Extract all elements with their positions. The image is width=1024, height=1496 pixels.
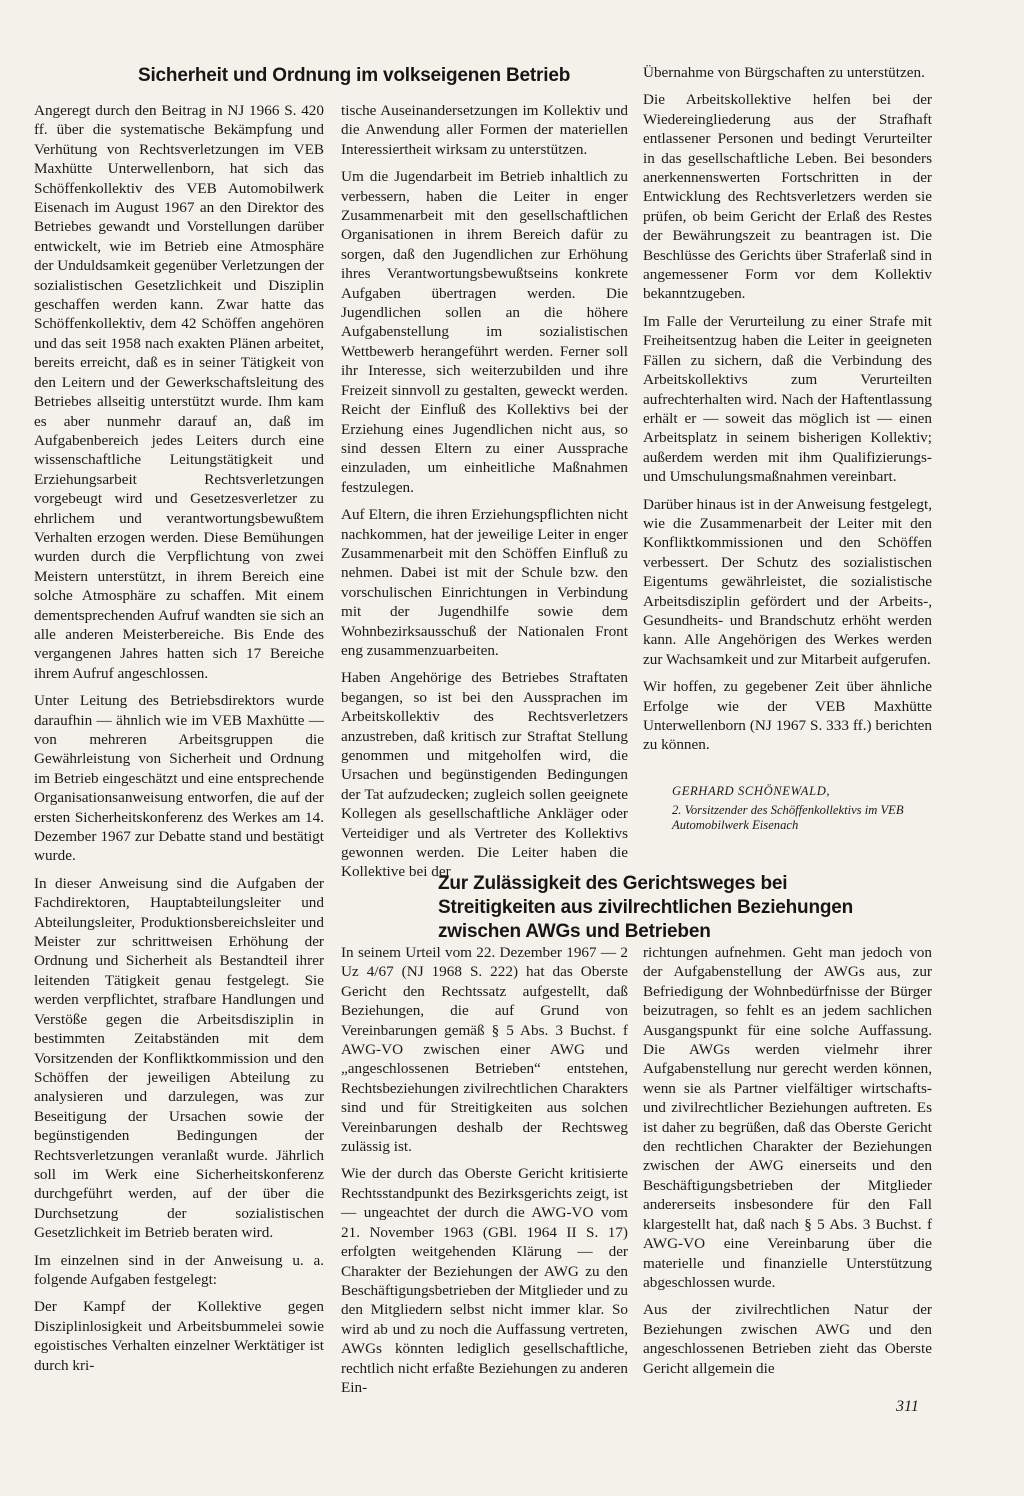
title-line: zwischen AWGs und Betrieben — [438, 921, 711, 942]
paragraph: Unter Leitung des Betriebsdirektors wurde daraufhin — ähnlich wie im VEB Maxhütte — von mehreren Arbeitsgruppen die Gewährleistung von Sicherheit und Ordnung im Betrieb eingeschätzt und eine entsprechende Organisationsanweisung entworfen, die auf der ersten Sicherheitskonferenz des Werkes am 14. Dezember 1967 zur Debatte stand und bestätigt wurde. — [34, 692, 324, 865]
paragraph: Auf Eltern, die ihren Erziehungspflichten nicht nachkommen, hat der jeweilige Leiter in enger Zusammenarbeit mit den Schöffen Einfluß zu nehmen. Dabei ist mit der Schule bzw. den vorschulischen Einrichtungen in Verbindung mit der Jugendhilfe sowie dem Wohnbezirksausschuß der Nationalen Front eng zusammenzuarbeiten. — [341, 506, 628, 659]
article-title: Sicherheit und Ordnung im volkseigenen Betrieb — [138, 65, 571, 86]
second-article-title — [438, 872, 918, 944]
paragraph: Die Arbeitskollektive helfen bei der Wiedereingliederung aus der Strafhaft entlassener Personen und bedingt Verurteilter in das gesellschaftliche Leben. Bei besonders anerkennenswerten Fortschritten in der Entwicklung des Rechtsverletzers werden sie prüfen, ob beim Gericht der Erlaß des Restes der Bewährungszeit zu beantragen ist. Die Beschlüsse des Gerichts über Straferlaß sind in angemessener Form vor dem Kollektiv bekanntzugeben. — [643, 91, 932, 303]
paragraph: Angeregt durch den Beitrag in NJ 1966 S. 420 ff. über die systematische Bekämpfung und Verhütung von Rechtsverletzungen im VEB Maxhütte Unterwellenborn, hat sich das Schöffenkollektiv des VEB Automobilwerk Eisenach im August 1967 an den Direktor des Betriebes gewandt und Vorstellungen darüber entwickelt, wie im Betrieb eine Atmosphäre der Unduldsamkeit gegenüber Verletzungen der sozialistischen Gesetzlichkeit und Disziplin geschaffen werden kann. Zwar hatte das Schöffenkollektiv, dem 42 Schöffen angehören und das seit 1958 nach exakten Plänen arbeitet, bereits erreicht, daß es in seiner Tätigkeit von den Leitern und der Gewerkschaftsleitung des Betriebes allseitig unterstützt wurde. Ihm kam es aber nunmehr darauf an, daß im Aufgabenbereich jedes Leiters durch eine wissenschaftliche Leitungstätigkeit und Erziehungsarbeit Rechtsverletzungen vorgebeugt wird und Gesetzesverletzer zu ehrlichem und verantwortungsbewußtem Verhalten erzogen werden. Diese Bemühungen wurden durch die Verpflichtung von zwei Meistern unterstützt, in ihrem Bereich eine solche Atmosphäre zu schaffen. Mit einem dementsprechenden Aufruf wandten sie sich an alle anderen Meisterbereiche. Bis Ende des vergangenen Jahres hatten sich 17 Bereiche ihrem Aufruf angeschlossen. — [34, 102, 324, 682]
paragraph: Aus der zivilrechtlichen Natur der Beziehungen zwischen AWG und den angeschlossenen Betrieben zieht das Oberste Gericht allgemein die — [643, 1301, 932, 1377]
paragraph: Übernahme von Bürgschaften zu unterstützen. — [643, 64, 925, 81]
author-role: 2. Vorsitzender des Schöffenkollektivs im VEB Automobilwerk Eisenach — [672, 803, 904, 832]
paragraph: Der Kampf der Kollektive gegen Disziplinlosigkeit und Arbeitsbummelei sowie egoistisches Verhalten einzelner Werktätiger ist durch kri- — [34, 1298, 324, 1374]
paragraph: Wir hoffen, zu gegebener Zeit über ähnliche Erfolge wie der VEB Maxhütte Unterwellenborn (NJ 1967 S. 333 ff.) berichten zu können. — [643, 678, 932, 754]
author-name: GERHARD SCHÖNEWALD, — [672, 784, 831, 798]
article-column-2 — [341, 101, 628, 890]
page-number: 311 — [896, 1398, 919, 1415]
paragraph: Wie der durch das Oberste Gericht kritisierte Rechtsstandpunkt des Bezirksgerichts zeigt, ist — ungeachtet der durch die AWG-VO vom 21. November 1963 (GBl. 1964 II S. 17) erfolgten weitgehenden Klärung — der Charakter der Beziehungen der AWG zu den Beschäftigungsbetrieben der Mitglieder und zu den Mitgliedern selbst nicht immer klar. So wird ab und zu noch die Auffassung vertreten, AWGs könnten lediglich gesellschaftliche, rechtlich nicht erfaßte Beziehungen zu anderen Ein- — [341, 1165, 628, 1396]
author-signature — [672, 784, 934, 833]
paragraph: richtungen aufnehmen. Geht man jedoch von der Aufgabenstellung der AWGs aus, zur Befriedigung der Wohnbedürfnisse der Bürger beizutragen, so fehlt es an jedem sachlichen Ausgangspunkt für eine solche Auffassung. Die AWGs werden vielmehr ihrer Aufgabenstellung nur gerecht werden können, wenn sie als Partner vielfältiger wirtschafts- und zivilrechtlicher Beziehungen auftreten. Es ist daher zu begrüßen, daß das Oberste Gericht den rechtlichen Charakter der Beziehungen zwischen der AWG einerseits und den Beschäftigungsbetrieben der Mitglieder andererseits insbesondere für den Fall klargestellt hat, daß nach § 5 Abs. 3 Buchst. f AWG-VO eine Vereinbarung über die materielle und finanzielle Unterstützung abgeschlossen wurde. — [643, 944, 932, 1291]
paragraph: Um die Jugendarbeit im Betrieb inhaltlich zu verbessern, haben die Leiter in enger Zusammenarbeit mit den gesellschaftlichen Organisationen in ihrem Bereich dafür zu sorgen, daß den Jugendlichen zur Erhöhung ihres Verantwortungsbewußtseins konkrete Aufgaben übertragen werden. Die Jugendlichen sollen an die höhere Aufgabenstellung im sozialistischen Wettbewerb herangeführt werden. Ferner soll ihr Interesse, sich weiterzubilden und ihre Freizeit sinnvoll zu gestalten, geweckt werden. Reicht der Einfluß des Kollektivs bei der Erziehung eines Jugendlichen nicht aus, so sind dessen Eltern zu einer Aussprache einzuladen, um einheitliche Maßnahmen festzulegen. — [341, 168, 628, 496]
article-column-3 — [643, 63, 932, 763]
second-article-column-2 — [643, 943, 932, 1386]
paragraph: Darüber hinaus ist in der Anweisung festgelegt, wie die Zusammenarbeit der Leiter mit den Konfliktkommissionen und den Schöffen verbessert. Der Schutz des sozialistischen Eigentums gewährleistet, die sozialistische Arbeitsdisziplin gefördert und der Arbeits-, Gesundheits- und Brandschutz erhöht werden kann. Alle Angehörigen des Werkes werden zur Wachsamkeit und zur Mitarbeit aufgerufen. — [643, 495, 932, 668]
second-article-column-1 — [341, 943, 628, 1405]
paragraph: In seinem Urteil vom 22. Dezember 1967 — 2 Uz 4/67 (NJ 1968 S. 222) hat das Oberste Gericht den Rechtssatz aufgestellt, daß Beziehungen, die auf Grund von Vereinbarungen gemäß § 5 Abs. 3 Buchst. f AWG-VO zwischen einer AWG und „angeschlossenen Betrieben“ entstehen, Rechtsbeziehungen zivilrechtlichen Charakters sind und für Streitigkeiten aus solchen Vereinbarungen deshalb der Rechtsweg zulässig ist. — [341, 944, 628, 1156]
article-column-1 — [34, 101, 324, 1383]
paragraph: Haben Angehörige des Betriebes Straftaten begangen, so ist bei den Aussprachen im Arbeitskollektiv des Rechtsverletzers anzustreben, daß kritisch zur Straftat Stellung genommen und mitgeholfen wird, die Ursachen und begünstigenden Bedingungen der Tat aufzudecken; zugleich sollen geeignete Kollegen als gesellschaftliche Ankläger oder Verteidiger und als Vertreter des Kollektivs gewonnen werden. Die Leiter haben die Kollektive bei der — [341, 669, 628, 881]
title-line: Streitigkeiten aus zivilrechtlichen Beziehungen — [438, 897, 854, 918]
paragraph: Im einzelnen sind in der Anweisung u. a. folgende Aufgaben festgelegt: — [34, 1251, 324, 1288]
title-line: Zur Zulässigkeit des Gerichtsweges bei — [438, 873, 788, 894]
paragraph: tische Auseinandersetzungen im Kollektiv und die Anwendung aller Formen der materiellen Interessiertheit wirksam zu unterstützen. — [341, 102, 628, 158]
paragraph: In dieser Anweisung sind die Aufgaben der Fachdirektoren, Hauptabteilungsleiter und Abteilungsleiter, Produktionsbereichsleiter und Meister zur schrittweisen Erhöhung der Ordnung und Sicherheit als Bestandteil ihrer leitenden Tätigkeit genau festgelegt. Sie werden verpflichtet, strafbare Handlungen und Verstöße gegen die Arbeitsdisziplin in bestimmten Zeitabständen mit dem Vorsitzenden der Konfliktkommission und den Schöffen der jeweiligen Abteilung zu analysieren und darzulegen, was zur Beseitigung der Ursachen sowie der begünstigenden Bedingungen der Rechtsverletzungen veranlaßt wurde. Jährlich soll im Werk eine Sicherheitskonferenz durchgeführt werden, auf der über die Durchsetzung der sozialistischen Gesetzlichkeit im Betrieb beraten wird. — [34, 874, 324, 1242]
paragraph: Im Falle der Verurteilung zu einer Strafe mit Freiheitsentzug haben die Leiter in geeigneten Fällen zu sichern, daß die Verbindung des Arbeitskollektivs zum Verurteilten aufrechterhalten wird. Nach der Haftentlassung erhält er — soweit das möglich ist — einen Arbeitsplatz in seinem bisherigen Kollektiv; außerdem werden mit ihm Qualifizierungs- und Umschulungsmaßnahmen vereinbart. — [643, 312, 932, 486]
